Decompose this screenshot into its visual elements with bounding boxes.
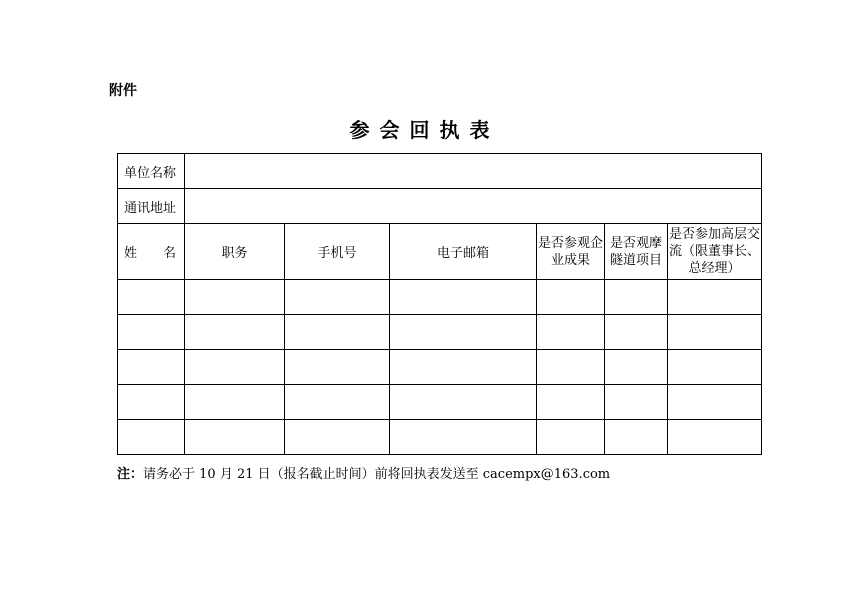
table-row: [118, 385, 762, 420]
blank-cell[interactable]: [605, 385, 668, 420]
blank-cell[interactable]: [537, 385, 605, 420]
blank-cell[interactable]: [668, 420, 762, 455]
table-row: [118, 280, 762, 315]
col-header-executive-exchange: 是否参加高层交流（限董事长、总经理）: [668, 224, 762, 280]
blank-cell[interactable]: [118, 350, 185, 385]
blank-cell[interactable]: [185, 280, 285, 315]
blank-cell[interactable]: [285, 280, 390, 315]
blank-cell[interactable]: [285, 420, 390, 455]
col-header-visit-achievements: 是否参观企业成果: [537, 224, 605, 280]
blank-cell[interactable]: [537, 280, 605, 315]
blank-cell[interactable]: [390, 315, 537, 350]
column-header-row: [118, 224, 762, 280]
blank-cell[interactable]: [390, 420, 537, 455]
col-header-tunnel-project: 是否观摩隧道项目: [605, 224, 668, 280]
address-row: [118, 189, 762, 224]
blank-cell[interactable]: [285, 315, 390, 350]
blank-cell[interactable]: [605, 315, 668, 350]
blank-cell[interactable]: [185, 350, 285, 385]
blank-cell[interactable]: [605, 280, 668, 315]
col-header-mobile: 手机号: [285, 224, 390, 280]
attachment-label: 附件: [109, 83, 137, 99]
unit-name-label: 单位名称: [118, 154, 185, 189]
blank-cell[interactable]: [118, 315, 185, 350]
blank-cell[interactable]: [390, 350, 537, 385]
blank-cell[interactable]: [118, 385, 185, 420]
blank-cell[interactable]: [605, 350, 668, 385]
blank-cell[interactable]: [185, 420, 285, 455]
blank-cell[interactable]: [668, 315, 762, 350]
registration-form-table: [117, 153, 762, 455]
blank-cell[interactable]: [285, 350, 390, 385]
address-field[interactable]: [185, 189, 762, 224]
blank-cell[interactable]: [118, 420, 185, 455]
blank-cell[interactable]: [118, 280, 185, 315]
table-row: [118, 350, 762, 385]
col-header-position: 职务: [185, 224, 285, 280]
blank-cell[interactable]: [537, 315, 605, 350]
table-row: [118, 315, 762, 350]
note-text: 请务必于 10 月 21 日（报名截止时间）前将回执表发送至 cacempx@163.com: [143, 467, 611, 482]
blank-cell[interactable]: [537, 420, 605, 455]
blank-cell[interactable]: [185, 385, 285, 420]
blank-cell[interactable]: [668, 385, 762, 420]
blank-cell[interactable]: [285, 385, 390, 420]
blank-cell[interactable]: [668, 350, 762, 385]
address-label: 通讯地址: [118, 189, 185, 224]
unit-name-row: [118, 154, 762, 189]
col-header-name: 姓 名: [118, 224, 185, 280]
blank-cell[interactable]: [537, 350, 605, 385]
blank-cell[interactable]: [668, 280, 762, 315]
blank-cell[interactable]: [390, 280, 537, 315]
note-prefix: 注：: [117, 467, 144, 482]
page-title: 参会回执表: [349, 118, 500, 142]
blank-cell[interactable]: [185, 315, 285, 350]
table-row: [118, 420, 762, 455]
blank-cell[interactable]: [390, 385, 537, 420]
unit-name-field[interactable]: [185, 154, 762, 189]
blank-cell[interactable]: [605, 420, 668, 455]
col-header-email: 电子邮箱: [390, 224, 537, 280]
note: [117, 463, 610, 482]
